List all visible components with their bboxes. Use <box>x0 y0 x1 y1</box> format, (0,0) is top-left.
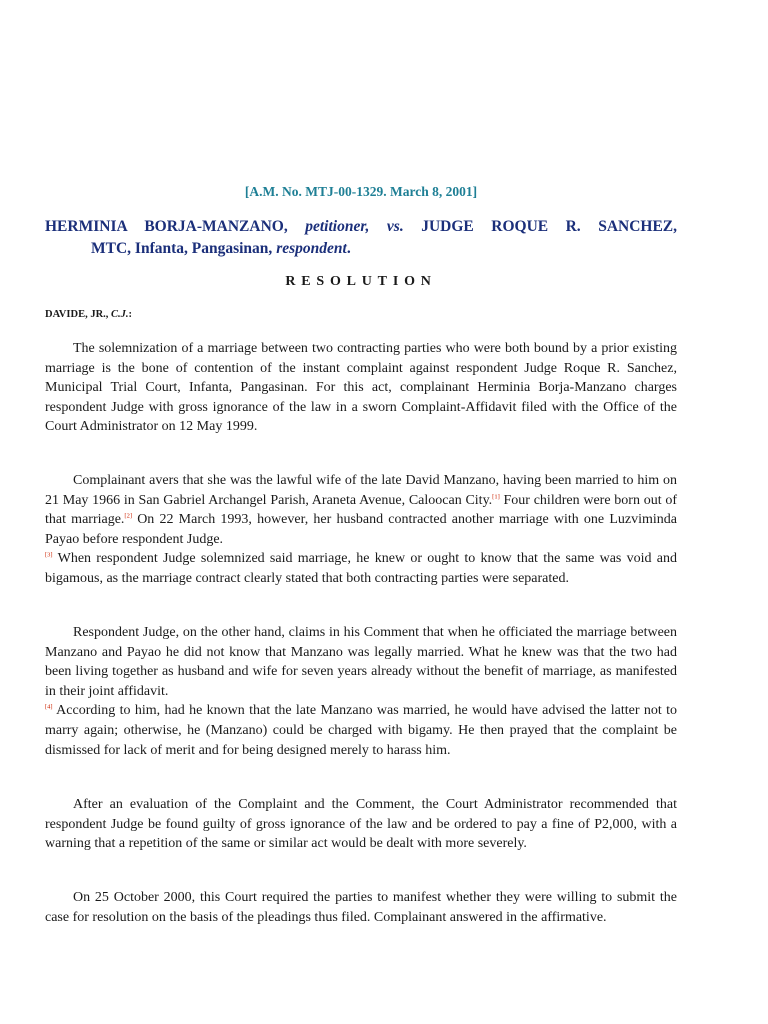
paragraph-1: The solemnization of a marriage between two contracting parties who were both bound by a prior existing marriage is the bone of contention of the instant complaint against respondent Judge Roque R. Sanchez, Municipal Trial Court, Infanta, Pangasinan. For this act, complainant Herminia Borja-Manzano charges respondent Judge with gross ignorance of the law in a sworn Complaint-Affidavit filed with the Office of the Court Administrator on 12 May 1999. <box>45 341 677 435</box>
ponente: DAVIDE, JR., C.J.: <box>45 309 133 320</box>
respondent-court: MTC, Infanta, Pangasinan, <box>91 240 273 257</box>
respondent-name: JUDGE ROQUE R. SANCHEZ, <box>421 218 678 235</box>
ponente-name: DAVIDE, JR., <box>45 309 109 320</box>
petitioner-name: HERMINIA BORJA-MANZANO, <box>45 218 288 235</box>
ponente-title: C.J. <box>111 309 129 320</box>
case-number: [A.M. No. MTJ-00-1329. March 8, 2001] <box>244 184 478 199</box>
case-parties <box>45 216 677 260</box>
paragraph-5: On 25 October 2000, this Court required the parties to manifest whether they were willing to submit the case for resolution on the basis of the pleadings thus filed. Complainant answered in the affirmative. <box>45 890 677 925</box>
versus: vs. <box>386 218 404 235</box>
respondent-role: respondent <box>276 240 347 257</box>
petitioner-role: petitioner, <box>305 218 370 235</box>
parties-line-2: MTC, Infanta, Pangasinan, respondent. <box>91 240 351 257</box>
resolution-title: RESOLUTION <box>285 274 437 289</box>
parties-line-1 <box>45 216 677 238</box>
paragraph-3: Respondent Judge, on the other hand, claims in his Comment that when he officiated the marriage between Manzano and Payao he did not know that Manzano was legally married. What he knew was that the two had been living together as husband and wife for seven years already without the benefit of marriage, as manifested in their joint affidavit. [4] According to him, had he known that the late Manzano was married, he would have advised the latter not to marry again; otherwise, he (Manzano) could be charged with bigamy. He then prayed that the complaint be dismissed for lack of merit and for being designed merely to harass him. <box>45 625 677 758</box>
footnote-link-1[interactable]: [1] <box>492 492 500 500</box>
footnote-link-2[interactable]: [2] <box>124 512 133 520</box>
paragraph-2: Complainant avers that she was the lawful wife of the late David Manzano, having been married to him on 21 May 1966 in San Gabriel Archangel Parish, Araneta Avenue, Caloocan City.[1] Four children were born out of that marriage.[2] On 22 March 1993, however, her husband contracted another marriage with one Luzviminda Payao before respondent Judge. [3] When respondent Judge solemnized said marriage, he knew or ought to know that the same was void and bigamous, as the marriage contract clearly stated that both contracting parties were separated. <box>45 473 678 586</box>
footnote-link-3[interactable]: [3] <box>45 551 53 559</box>
paragraph-4: After an evaluation of the Complaint and the Comment, the Court Administrator recommended that respondent Judge be found guilty of gross ignorance of the law and be ordered to pay a fine of P2,000, with a warning that a repetition of the same or similar act would be dealt with more severely. <box>45 797 677 852</box>
footnote-link-4[interactable]: [4] <box>45 703 53 711</box>
